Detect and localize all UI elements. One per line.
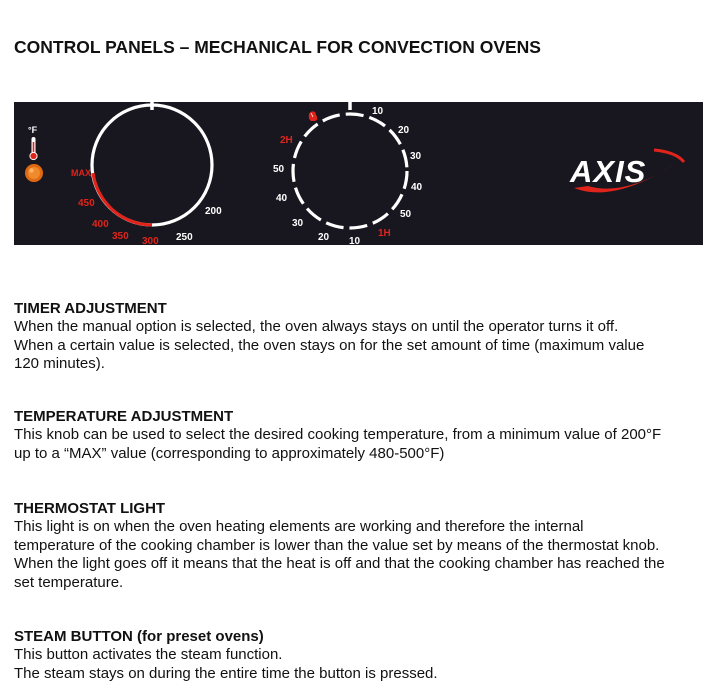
temperature-knob[interactable] [92, 102, 212, 225]
dial-scale-label: 20 [398, 125, 410, 136]
section-text-line: 120 minutes). [14, 355, 105, 373]
section-text-line: When a certain value is selected, the oven stays on for the set amount of time (maximum value [14, 336, 645, 354]
control-panel [14, 102, 703, 245]
section-steam-button [14, 628, 714, 683]
dial-scale-label: 20 [318, 232, 330, 243]
section-text-line: This button activates the steam function. [14, 646, 283, 663]
section-text-line: temperature of the cooking chamber is lower than the value set by means of the thermostat knob. [14, 536, 660, 554]
dial-scale-label: 40 [276, 193, 288, 204]
dial-scale-label: 400 [92, 219, 109, 230]
section-timer-adjustment [14, 300, 714, 374]
section-temperature-adjustment [14, 408, 714, 463]
section-text-line: When the manual option is selected, the oven always stays on until the operator turns it off. [14, 318, 619, 335]
dial-scale-label: 30 [292, 218, 304, 229]
dial-scale-label: 350 [112, 231, 129, 242]
dial-scale-label: 30 [410, 151, 422, 162]
dial-scale-label: 50 [400, 209, 412, 220]
control-panel-graphic [14, 102, 703, 245]
section-text-line: This light is on when the oven heating elements are working and therefore the internal [14, 518, 584, 535]
dial-scale-label: 1H [378, 228, 391, 239]
dial-scale-label: 200 [205, 206, 222, 217]
timer-scale-labels [273, 106, 423, 245]
dial-scale-label: 300 [142, 236, 159, 245]
section-heading: TIMER ADJUSTMENT [14, 300, 167, 317]
unit-label: °F [28, 125, 38, 135]
section-heading: STEAM BUTTON (for preset ovens) [14, 628, 264, 645]
section-text-line: This knob can be used to select the desired cooking temperature, from a minimum value of 200°F [14, 426, 662, 443]
dial-scale-label: 10 [349, 236, 361, 245]
dial-scale-label: 10 [372, 106, 384, 117]
timer-knob[interactable] [293, 102, 407, 228]
manual-hand-icon [309, 111, 318, 121]
dial-scale-label: 450 [78, 198, 95, 209]
axis-logo [569, 150, 684, 192]
section-thermostat-light [14, 500, 714, 592]
section-heading: THERMOSTAT LIGHT [14, 500, 166, 517]
dial-scale-label: MAX [71, 168, 91, 178]
logo-text: AXIS [570, 154, 647, 189]
dial-scale-label: 250 [176, 232, 193, 243]
section-text-line: When the light goes off it means that the heat is off and that the cooking chamber has reached the [14, 555, 665, 573]
page-title: CONTROL PANELS – MECHANICAL FOR CONVECTION OVENS [14, 37, 541, 57]
section-text-line: The steam stays on during the entire time the button is pressed. [14, 664, 438, 682]
thermostat-lamp-icon[interactable] [25, 164, 43, 182]
dial-scale-label: 40 [411, 182, 423, 193]
section-text-line: set temperature. [14, 573, 124, 591]
dial-scale-label: 2H [280, 135, 293, 146]
dial-scale-label: 50 [273, 164, 285, 175]
section-text-line: up to a “MAX” value (corresponding to approximately 480-500°F) [14, 444, 445, 462]
thermometer-icon [30, 137, 37, 160]
section-heading: TEMPERATURE ADJUSTMENT [14, 408, 234, 425]
